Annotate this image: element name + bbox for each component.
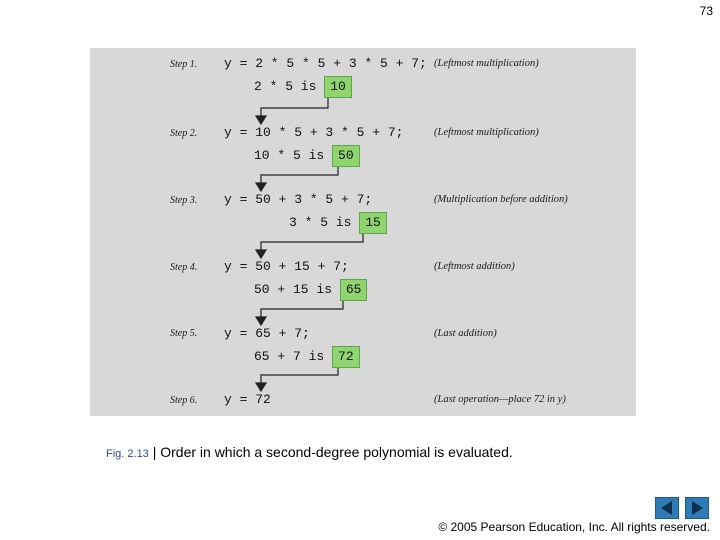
evaluation-diagram xyxy=(90,48,636,416)
result-box: 72 xyxy=(332,346,360,368)
arrow-head-3 xyxy=(256,250,266,258)
step-note: (Last operation—place 72 in y) xyxy=(434,394,566,405)
step-expression: y = 2 * 5 * 5 + 3 * 5 + 7; xyxy=(224,56,427,71)
step-expression: y = 72 xyxy=(224,392,271,407)
step-subresult: 65 + 7 is 72 xyxy=(254,346,360,368)
connector-5 xyxy=(261,365,338,385)
step-note: (Leftmost multiplication) xyxy=(434,58,539,69)
copyright-notice: © 2005 Pearson Education, Inc. All rights reserved. xyxy=(438,520,710,534)
step-label: Step 3. xyxy=(170,195,198,206)
page-number: 73 xyxy=(699,4,713,18)
step-note: (Leftmost addition) xyxy=(434,261,515,272)
previous-slide-button[interactable] xyxy=(655,497,679,519)
step-note: (Leftmost multiplication) xyxy=(434,127,539,138)
step-expression: y = 65 + 7; xyxy=(224,326,310,341)
step-label: Step 2. xyxy=(170,128,198,139)
step-label: Step 5. xyxy=(170,328,198,339)
step-subresult: 2 * 5 is 10 xyxy=(254,76,352,98)
connector-3 xyxy=(261,232,363,252)
arrow-head-2 xyxy=(256,183,266,191)
connector-2 xyxy=(261,165,338,185)
result-box: 50 xyxy=(332,145,360,167)
step-subresult: 10 * 5 is 50 xyxy=(254,145,360,167)
connector-4 xyxy=(261,298,343,319)
caption-text: Order in which a second-degree polynomial is evaluated. xyxy=(160,444,513,460)
step-note: (Multiplication before addition) xyxy=(434,194,568,205)
step-subresult: 50 + 15 is 65 xyxy=(254,279,367,301)
triangle-right-icon xyxy=(686,498,708,518)
connector-1 xyxy=(261,98,328,118)
step-expression: y = 10 * 5 + 3 * 5 + 7; xyxy=(224,125,404,140)
arrow-head-4 xyxy=(256,317,266,325)
next-slide-button[interactable] xyxy=(685,497,709,519)
step-label: Step 1. xyxy=(170,59,198,70)
triangle-left-icon xyxy=(656,498,678,518)
result-box: 65 xyxy=(340,279,368,301)
result-box: 15 xyxy=(359,212,387,234)
step-label: Step 4. xyxy=(170,262,198,273)
step-expression: y = 50 + 3 * 5 + 7; xyxy=(224,192,373,207)
step-note: (Last addition) xyxy=(434,328,497,339)
arrow-head-5 xyxy=(256,383,266,391)
figure-caption: Fig. 2.13 | Order in which a second-degree polynomial is evaluated. xyxy=(106,444,513,460)
step-subresult: 3 * 5 is 15 xyxy=(289,212,387,234)
step-expression: y = 50 + 15 + 7; xyxy=(224,259,349,274)
arrow-head-1 xyxy=(256,116,266,124)
figure-number: Fig. 2.13 xyxy=(106,448,149,460)
result-box: 10 xyxy=(324,76,352,98)
step-label: Step 6. xyxy=(170,395,198,406)
